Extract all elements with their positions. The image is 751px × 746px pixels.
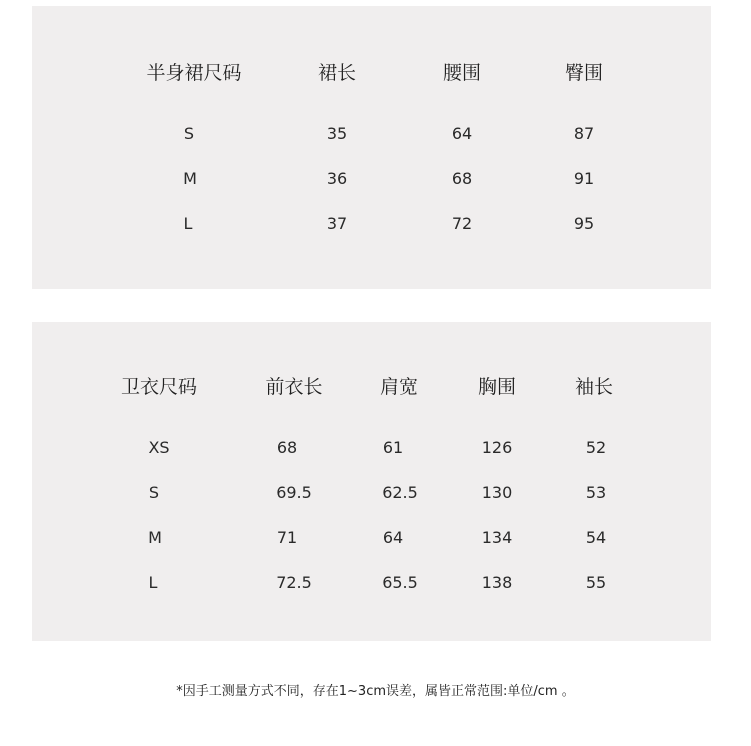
hoodie-size-table: [32, 322, 711, 641]
skirt-cell-hip: 87: [573, 124, 595, 143]
hoodie-header-size: 卫衣尺码: [120, 376, 198, 398]
hoodie-cell-sleeve: 53: [585, 483, 607, 502]
hoodie-cell-front-length: 71: [276, 528, 298, 547]
hoodie-header-sleeve: 袖长: [574, 376, 614, 398]
skirt-header-hip: 臀围: [564, 62, 604, 84]
skirt-size-table: [32, 6, 711, 289]
skirt-cell-length: 37: [326, 214, 348, 233]
hoodie-cell-size: S: [148, 483, 160, 502]
hoodie-cell-shoulder: 64: [382, 528, 404, 547]
skirt-cell-length: 35: [326, 124, 348, 143]
hoodie-cell-shoulder: 61: [382, 438, 404, 457]
skirt-cell-size: M: [183, 169, 197, 188]
hoodie-cell-chest: 138: [481, 573, 513, 592]
skirt-header-length: 裙长: [317, 62, 357, 84]
hoodie-cell-front-length: 72.5: [276, 573, 312, 592]
hoodie-cell-sleeve: 54: [585, 528, 607, 547]
hoodie-cell-chest: 134: [481, 528, 513, 547]
hoodie-cell-shoulder: 65.5: [382, 573, 418, 592]
hoodie-cell-size: XS: [148, 438, 170, 457]
hoodie-cell-shoulder: 62.5: [382, 483, 418, 502]
hoodie-cell-size: M: [148, 528, 162, 547]
hoodie-cell-chest: 130: [481, 483, 513, 502]
skirt-cell-waist: 64: [451, 124, 473, 143]
skirt-cell-waist: 72: [451, 214, 473, 233]
hoodie-header-shoulder: 肩宽: [379, 376, 419, 398]
skirt-cell-size: S: [183, 124, 195, 143]
hoodie-cell-chest: 126: [481, 438, 513, 457]
hoodie-cell-sleeve: 55: [585, 573, 607, 592]
hoodie-cell-size: L: [148, 573, 158, 592]
hoodie-cell-front-length: 69.5: [276, 483, 312, 502]
hoodie-cell-front-length: 68: [276, 438, 298, 457]
skirt-header-waist: 腰围: [442, 62, 482, 84]
skirt-cell-waist: 68: [451, 169, 473, 188]
measurement-footnote: *因手工测量方式不同，存在1~3cm误差，属皆正常范围:单位/cm 。: [176, 684, 575, 699]
hoodie-header-front-length: 前衣长: [265, 376, 323, 398]
hoodie-cell-sleeve: 52: [585, 438, 607, 457]
hoodie-header-chest: 胸围: [477, 376, 517, 398]
skirt-cell-size: L: [183, 214, 193, 233]
skirt-cell-hip: 95: [573, 214, 595, 233]
skirt-cell-length: 36: [326, 169, 348, 188]
skirt-cell-hip: 91: [573, 169, 595, 188]
skirt-header-size: 半身裙尺码: [146, 62, 242, 84]
